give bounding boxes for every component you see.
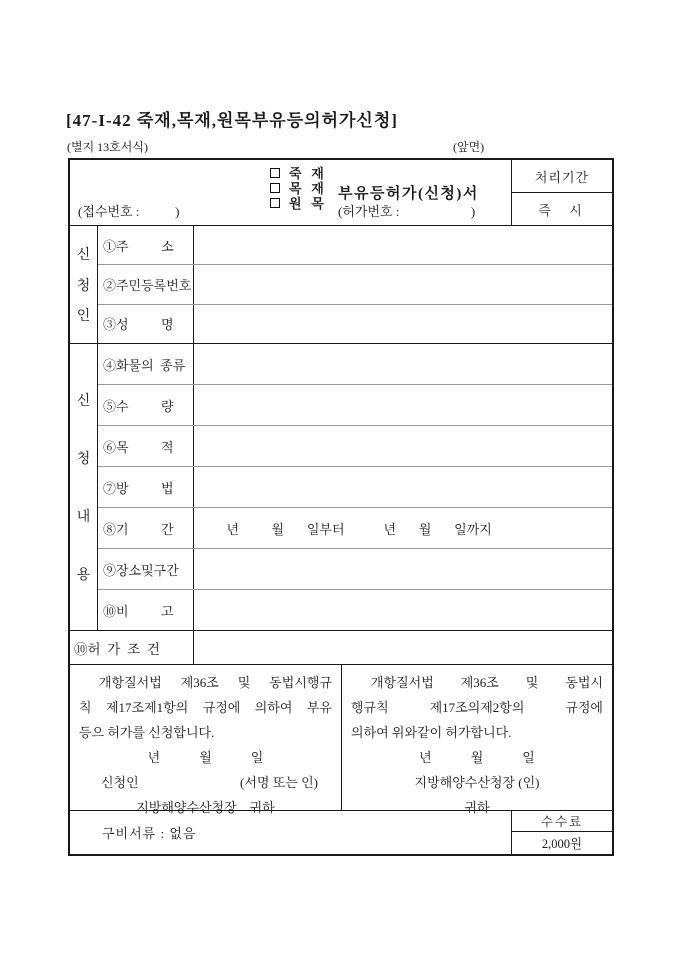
place-route-field [194, 549, 612, 589]
vertical-char: 용 [76, 568, 91, 583]
declaration-line: 칙 제17조제1항의 규정에 의하여 부유 [79, 700, 332, 715]
table-row-period [98, 507, 612, 548]
place-route-label: ⑨장소및구간 [98, 549, 194, 589]
applicant-signer-label: 신청인 [101, 775, 139, 790]
form-header-main-cell [70, 160, 512, 225]
application-declaration-cell [70, 665, 342, 815]
quantity-field [194, 385, 612, 425]
table-row-name [98, 304, 612, 343]
cargo-type-label: ④화물의 종류 [98, 344, 194, 384]
bamboo-checkbox[interactable] [270, 168, 280, 178]
front-side-note: (앞면) [453, 140, 485, 154]
declaration-line: 개항질서법 제36조 및 동법시행규 [99, 675, 332, 690]
declaration-line: 개항질서법 제36조 및 동법시 [371, 675, 603, 690]
name-field [194, 305, 612, 343]
table-row-remarks [98, 589, 612, 630]
attachment-form-note: (별지 13호서식) [67, 140, 148, 154]
applicant-section-vertical-label [70, 226, 98, 343]
fee-amount: 2,000원 [541, 837, 583, 851]
period-field: 년 월 일부터 년 월 일까지 [194, 521, 492, 537]
vertical-char: 내 [76, 510, 91, 525]
applicant-signature-line [79, 770, 332, 795]
footer-row [70, 810, 612, 854]
permit-condition-field [194, 631, 612, 664]
request-details-section [70, 343, 612, 630]
permit-condition-row [70, 630, 612, 664]
table-row-place-route [98, 548, 612, 589]
resident-id-field [194, 265, 612, 303]
applicant-rows [98, 226, 612, 343]
vertical-char: 신 [76, 248, 91, 264]
form-header-row [70, 160, 612, 226]
applicant-section [70, 226, 612, 343]
request-rows [98, 344, 612, 630]
table-row-method [98, 466, 612, 507]
processing-time-header: 처리기간 [512, 160, 612, 193]
address-label: ①주 소 [98, 226, 194, 264]
purpose-label: ⑥목 적 [98, 426, 194, 466]
application-addressee-line: 지방해양수산청장 귀하 [136, 800, 275, 815]
approval-date-line: 년 월 일 [419, 750, 535, 765]
cargo-type-field [194, 344, 612, 384]
checkbox-row-log [270, 195, 324, 210]
address-field [194, 226, 612, 264]
processing-time-value: 즉 시 [538, 202, 586, 218]
permit-condition-label: ⑩허 가 조 건 [70, 631, 194, 664]
application-date-line: 년 월 일 [147, 750, 264, 765]
table-row-resident-id [98, 264, 612, 303]
timber-checkbox[interactable] [270, 183, 280, 193]
approval-declaration-cell [342, 665, 612, 815]
fee-column [512, 811, 612, 854]
remarks-field [194, 590, 612, 630]
log-checkbox[interactable] [270, 198, 280, 208]
signature-or-seal-note: (서명 또는 인) [240, 775, 318, 790]
timber-checkbox-label: 목 재 [289, 181, 324, 196]
vertical-char: 청 [76, 452, 91, 467]
quantity-label: ⑤수 량 [98, 385, 194, 425]
permit-number-label: (허가번호 : ) [338, 204, 476, 219]
remarks-label: ⑩비 고 [98, 590, 194, 630]
log-checkbox-label: 원 목 [289, 196, 324, 211]
table-row-cargo-type [98, 344, 612, 384]
declaration-section [70, 664, 612, 815]
vertical-char: 청 [76, 278, 91, 294]
approval-addressee-line: 귀하 [464, 800, 490, 815]
period-label: ⑧기 간 [98, 508, 194, 548]
method-field [194, 467, 612, 507]
document-title: [47-I-42 죽재,목재,원목부유등의허가신청] [66, 111, 398, 130]
table-row-purpose [98, 425, 612, 466]
material-checkbox-group [270, 165, 324, 210]
table-row-quantity [98, 384, 612, 425]
required-documents-cell: 구비서류 : 없음 [70, 811, 512, 854]
method-label: ⑦방 법 [98, 467, 194, 507]
declaration-line: 의하여 위와같이 허가합니다. [351, 725, 512, 740]
bamboo-checkbox-label: 죽 재 [289, 166, 324, 181]
table-row-address [98, 226, 612, 264]
name-label: ③성 명 [98, 305, 194, 343]
purpose-field [194, 426, 612, 466]
form-table [68, 158, 614, 856]
receipt-number-label: (접수번호 : ) [78, 204, 180, 219]
vertical-char: 신 [76, 394, 91, 409]
processing-time-column [512, 160, 612, 225]
resident-id-label: ②주민등록번호 [98, 265, 194, 303]
declaration-line: 등으 허가를 신청합니다. [79, 725, 215, 740]
declaration-line: 행규칙 제17조의제2항의 규정에 [351, 700, 603, 715]
vertical-char: 인 [76, 308, 91, 324]
approver-signature-line: 지방해양수산청장 (인) [414, 775, 540, 790]
request-section-vertical-label [70, 344, 98, 630]
form-title: 부유등허가(신청)서 [338, 186, 479, 202]
fee-header: 수수료 [512, 811, 612, 832]
